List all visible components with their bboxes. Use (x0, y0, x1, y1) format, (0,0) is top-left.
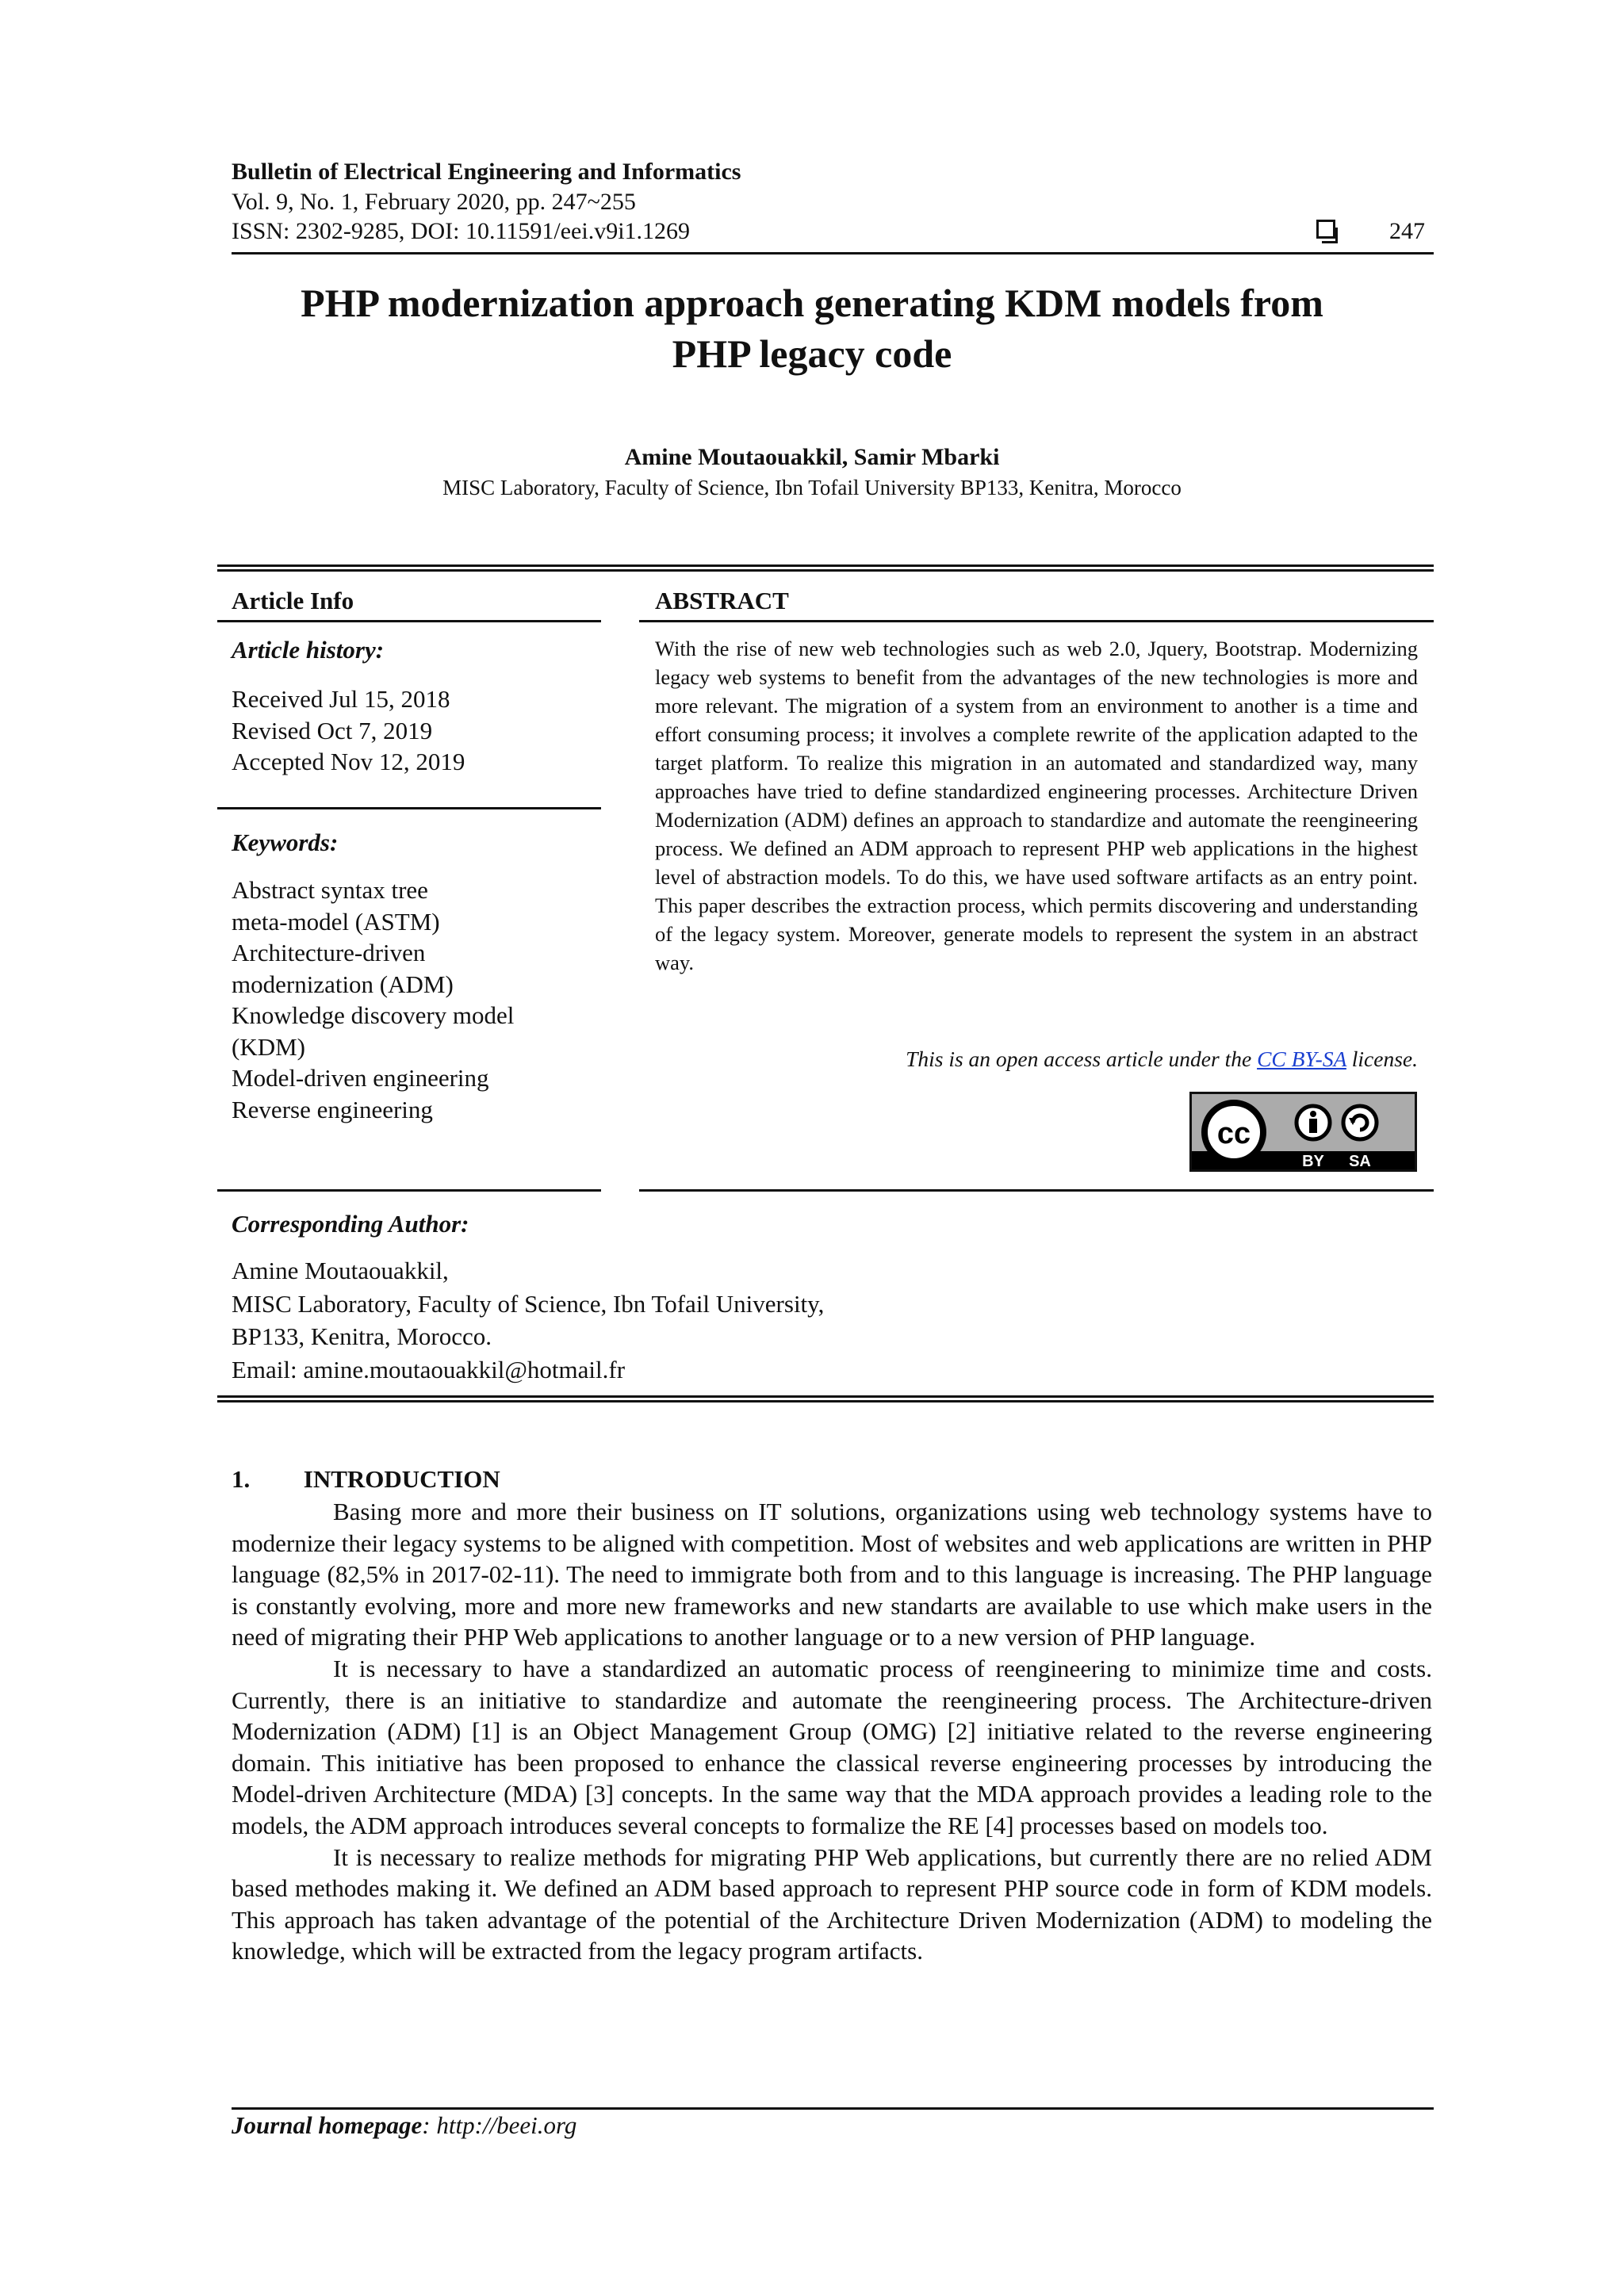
homepage-label: Journal homepage (232, 2111, 423, 2139)
header-rule (232, 252, 1434, 254)
info-bottom-rule-1 (217, 1395, 1434, 1398)
cc-text: cc (1216, 1117, 1251, 1150)
title-line-2: PHP legacy code (672, 331, 952, 376)
intro-title: INTRODUCTION (303, 1465, 500, 1493)
keyword-line: (KDM) (232, 1032, 305, 1061)
license-suffix: license. (1351, 1047, 1418, 1071)
keyword-line: Architecture-driven (232, 939, 426, 966)
journal-name: Bulletin of Electrical Engineering and Informatics (232, 159, 741, 185)
page-checkbox-icon (1316, 220, 1335, 239)
sa-text: SA (1349, 1153, 1371, 1169)
title-line-1: PHP modernization approach generating KDM models from (301, 281, 1323, 325)
keywords-heading: Keywords: (232, 828, 339, 856)
corresponding-details (232, 1254, 824, 1386)
keyword-line: meta-model (ASTM) (232, 907, 440, 936)
keyword-line: Model-driven engineering (232, 1064, 489, 1092)
article-history-heading: Article history: (232, 636, 385, 664)
intro-paragraph: Basing more and more their business on IT solutions, organizations using web technology systems have to modernize their legacy systems to be aligned with competition. Most of websites and web applications are written in PHP language (82,5% in 2017-02-11). The need to immigrate both from and to this language is increasing. The PHP language is constantly evolving, more and more new frameworks and new standarts are available to use which make users in the need of migrating their PHP Web applications to another language or to a new version of PHP language. (232, 1498, 1432, 1651)
footer-rule (232, 2107, 1434, 2110)
info-bottom-rule-2 (217, 1400, 1434, 1402)
issn-doi: ISSN: 2302-9285, DOI: 10.11591/eei.v9i1.1269 (232, 218, 691, 244)
article-info-heading: Article Info (232, 587, 354, 614)
article-history (232, 683, 465, 778)
cc-by-sa-badge[interactable] (1189, 1092, 1417, 1172)
keyword-line: Knowledge discovery model (232, 1001, 515, 1029)
article-info-rule (217, 620, 601, 622)
corresponding-heading: Corresponding Author: (232, 1210, 469, 1238)
info-top-rule-2 (217, 569, 1434, 572)
history-received: Received Jul 15, 2018 (232, 685, 450, 713)
history-accepted: Accepted Nov 12, 2019 (232, 748, 465, 775)
affiliation: MISC Laboratory, Faculty of Science, Ibn Tofail University BP133, Kenitra, Morocco (442, 476, 1182, 499)
abstract-rule (639, 620, 1434, 622)
page-number: 247 (1389, 218, 1425, 244)
abstract-heading: ABSTRACT (655, 587, 789, 614)
corresponding-email: Email: amine.moutaouakkil@hotmail.fr (232, 1355, 626, 1383)
intro-heading (232, 1465, 500, 1494)
journal-homepage (232, 2111, 576, 2140)
keywords-rule (217, 1189, 601, 1192)
corresponding-affiliation: MISC Laboratory, Faculty of Science, Ibn Tofail University, (232, 1289, 825, 1318)
intro-paragraph: It is necessary to realize methods for migrating PHP Web applications, but currently there are no relied ADM based methodes making it. We defined an ADM based approach to represent PHP source code in form of KDM models. This approach has taken advantage of the potential of the Architecture Driven Modernization (ADM) to modeling the knowledge, which will be extracted from the legacy program artifacts. (232, 1843, 1432, 1965)
abstract-text: With the rise of new web technologies such as web 2.0, Jquery, Bootstrap. Modernizing legacy web systems to benefit from the advantages of the new technologies is more and more relevant. The migration of a system from an environment to another is a time and effort consuming process; it involves a complete rewrite of the application adapted to the target platform. To realize this migration in an automated and standardized way, many approaches have tried to define standardized engineering processes. Architecture Driven Modernization (ADM) defines an approach to standardize and automate the reengineering process. We defined an ADM approach to represent PHP web applications in the highest level of abstraction models. To do this, we have used software artifacts as an entry point. This paper describes the extraction process, which permits discovering and understanding of the legacy system. Moreover, generate models to represent the system in an abstract way. (655, 637, 1418, 974)
info-top-rule-1 (217, 564, 1434, 567)
abstract-bottom-rule (639, 1189, 1434, 1192)
volume-info: Vol. 9, No. 1, February 2020, pp. 247~255 (232, 189, 636, 215)
paper-title (198, 277, 1426, 379)
corresponding-name: Amine Moutaouakkil, (232, 1257, 449, 1284)
history-revised: Revised Oct 7, 2019 (232, 716, 433, 744)
intro-paragraph: It is necessary to have a standardized an automatic process of reengineering to minimize time and costs. Currently, there is an initiative to standardize and automate the reengineering process. The Architecture-driven Modernization (ADM) [1] is an Object Management Group (OMG) [2] initiative related to the reverse engineering domain. This initiative has been proposed to enhance the classical reverse engineering processes by introducing the Model-driven Architecture (MDA) [3] concepts. In the same way that the MDA approach provides a leading role to the models, the ADM approach introduces several concepts to formalize the RE [4] processes based on models too. (232, 1654, 1432, 1839)
intro-number: 1. (232, 1465, 251, 1493)
intro-body (232, 1496, 1432, 1967)
homepage-url[interactable]: : http://beei.org (422, 2111, 577, 2139)
by-text: BY (1302, 1153, 1324, 1169)
authors: Amine Moutaouakkil, Samir Mbarki (624, 444, 1000, 470)
keyword-line: Reverse engineering (232, 1095, 433, 1123)
cc-by-sa-badge-icon (1192, 1094, 1415, 1169)
license-link[interactable]: CC BY-SA (1257, 1047, 1346, 1071)
history-rule (217, 807, 601, 809)
license-line (655, 1047, 1418, 1072)
corresponding-address: BP133, Kenitra, Morocco. (232, 1322, 492, 1350)
keyword-line: Abstract syntax tree (232, 876, 428, 904)
keyword-line: modernization (ADM) (232, 970, 454, 998)
keywords-list (232, 874, 514, 1125)
license-prefix: This is an open access article under the (906, 1047, 1252, 1071)
